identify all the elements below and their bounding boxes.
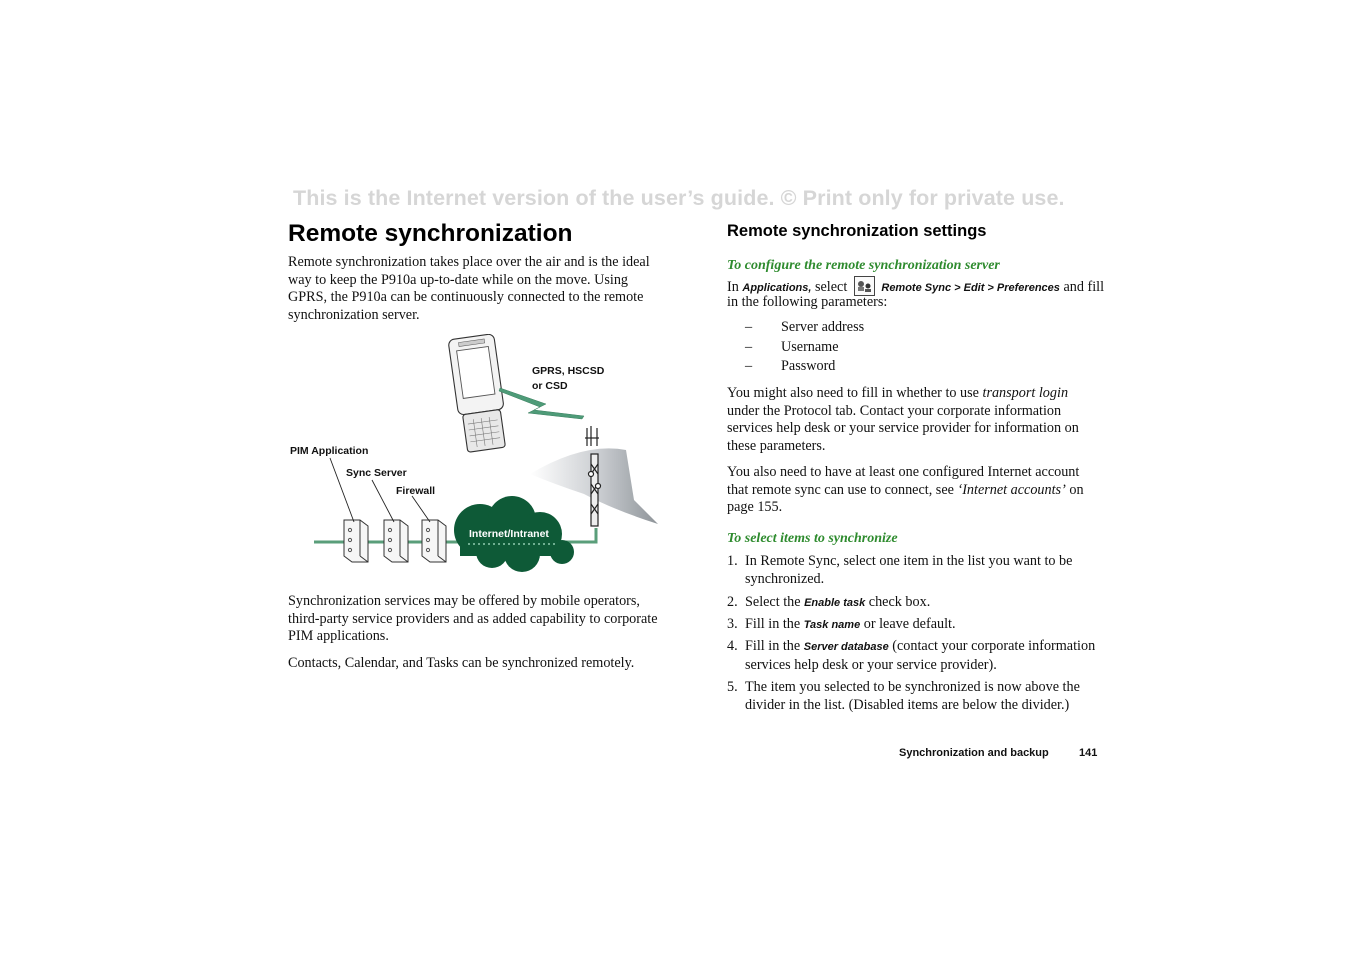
- step-text: The item you selected to be synchronized is now above the divider in the list. (Disabled items are below the divider.): [745, 679, 1080, 713]
- step-text: (contact your corporate information services help desk or your service provider).: [745, 638, 1096, 673]
- remote-sync-path-label: Remote Sync > Edit > Preferences: [881, 282, 1060, 294]
- sync-server-label: Sync Server: [346, 467, 407, 479]
- config-and-fill: and fill: [1059, 279, 1105, 295]
- pim-application-label: PIM Application: [290, 445, 369, 457]
- task-name-label: Task name: [803, 619, 861, 631]
- intro-paragraph: Remote synchronization takes place over the air and is the ideal way to keep the P910a up-to-date while on the move. Using GPRS, the P910a can be continuously connected to the remote synchronization server.: [288, 254, 650, 323]
- config-instruction-line2: in the following parameters:: [727, 294, 888, 310]
- internet-account-paragraph: [727, 464, 1097, 517]
- param-server-address: Server address: [781, 319, 865, 335]
- list-item: [727, 594, 1097, 612]
- param-username: Username: [781, 338, 839, 355]
- gprs-label-line1: GPRS, HSCSD: [532, 365, 605, 377]
- transport-post: under the Protocol tab. Contact your corporate information services help desk or your service provider for information on these parameters.: [727, 402, 1079, 454]
- sync-diagram: [284, 334, 664, 574]
- list-item: [727, 679, 1097, 713]
- list-item: [727, 638, 1097, 673]
- list-item: [745, 338, 1045, 358]
- select-items-subheading: To select items to synchronize: [727, 531, 898, 546]
- step-text: Fill in the: [745, 638, 804, 654]
- wireless-signal-icon: [499, 388, 584, 419]
- transport-pre: You might also need to fill in whether to use: [727, 385, 983, 401]
- transport-login-paragraph: [727, 385, 1097, 455]
- config-select: select: [811, 279, 851, 295]
- remote-sync-app-icon: [854, 276, 875, 296]
- dash-bullet: –: [745, 358, 753, 374]
- list-item: [727, 553, 1097, 587]
- step-number: 1.: [727, 553, 738, 569]
- list-item: [727, 616, 1097, 634]
- step-text: or leave default.: [860, 616, 956, 632]
- step-text: Fill in the: [745, 616, 804, 632]
- internet-accounts-reference[interactable]: ‘Internet accounts’: [957, 481, 1066, 498]
- list-item: [745, 318, 1045, 338]
- synchronized-items-paragraph: Contacts, Calendar, and Tasks can be synchronized remotely.: [288, 655, 635, 671]
- enable-task-label: Enable task: [804, 597, 866, 609]
- parameter-list: [745, 318, 1045, 377]
- applications-menu-label: Applications,: [742, 282, 812, 294]
- server-database-label: Server database: [803, 641, 889, 653]
- dash-bullet: –: [745, 319, 753, 335]
- config-in: In: [727, 279, 743, 295]
- dash-bullet: –: [745, 338, 753, 355]
- step-number: 4.: [727, 638, 738, 654]
- step-number: 2.: [727, 594, 738, 610]
- page-title: Remote synchronization: [288, 220, 573, 247]
- step-number: 3.: [727, 616, 738, 632]
- step-text: check box.: [865, 594, 931, 610]
- services-paragraph: Synchronization services may be offered by mobile operators, third-party service providers and as added capability to corporate PIM applications.: [288, 593, 658, 645]
- list-item: [745, 357, 1045, 377]
- server-icon-firewall: [422, 520, 446, 562]
- step-text: Select the: [745, 594, 805, 610]
- server-icon-sync: [384, 520, 408, 562]
- account-pre: You also need to have at least one configured Internet account that remote sync can use to connect, see: [727, 464, 1080, 498]
- page-number: 141: [1079, 747, 1098, 759]
- step-text: In Remote Sync, select one item in the list you want to be synchronized.: [745, 553, 1073, 587]
- settings-heading: Remote synchronization settings: [727, 222, 987, 240]
- internet-intranet-label: Internet/Intranet: [469, 528, 549, 540]
- server-icon-pim: [344, 520, 368, 562]
- step-number: 5.: [727, 679, 738, 695]
- account-post: on page 155.: [727, 481, 1084, 516]
- configure-subheading: To configure the remote synchronization server: [727, 258, 1000, 273]
- param-password: Password: [781, 358, 836, 374]
- phone-icon: [448, 334, 509, 453]
- gprs-label-line2: or CSD: [532, 380, 568, 392]
- firewall-label: Firewall: [396, 485, 436, 497]
- footer-section-title: Synchronization and backup: [899, 747, 1049, 759]
- watermark: This is the Internet version of the user’s guide. © Print only for private use.: [293, 186, 1065, 210]
- transport-login-term: transport login: [982, 385, 1069, 401]
